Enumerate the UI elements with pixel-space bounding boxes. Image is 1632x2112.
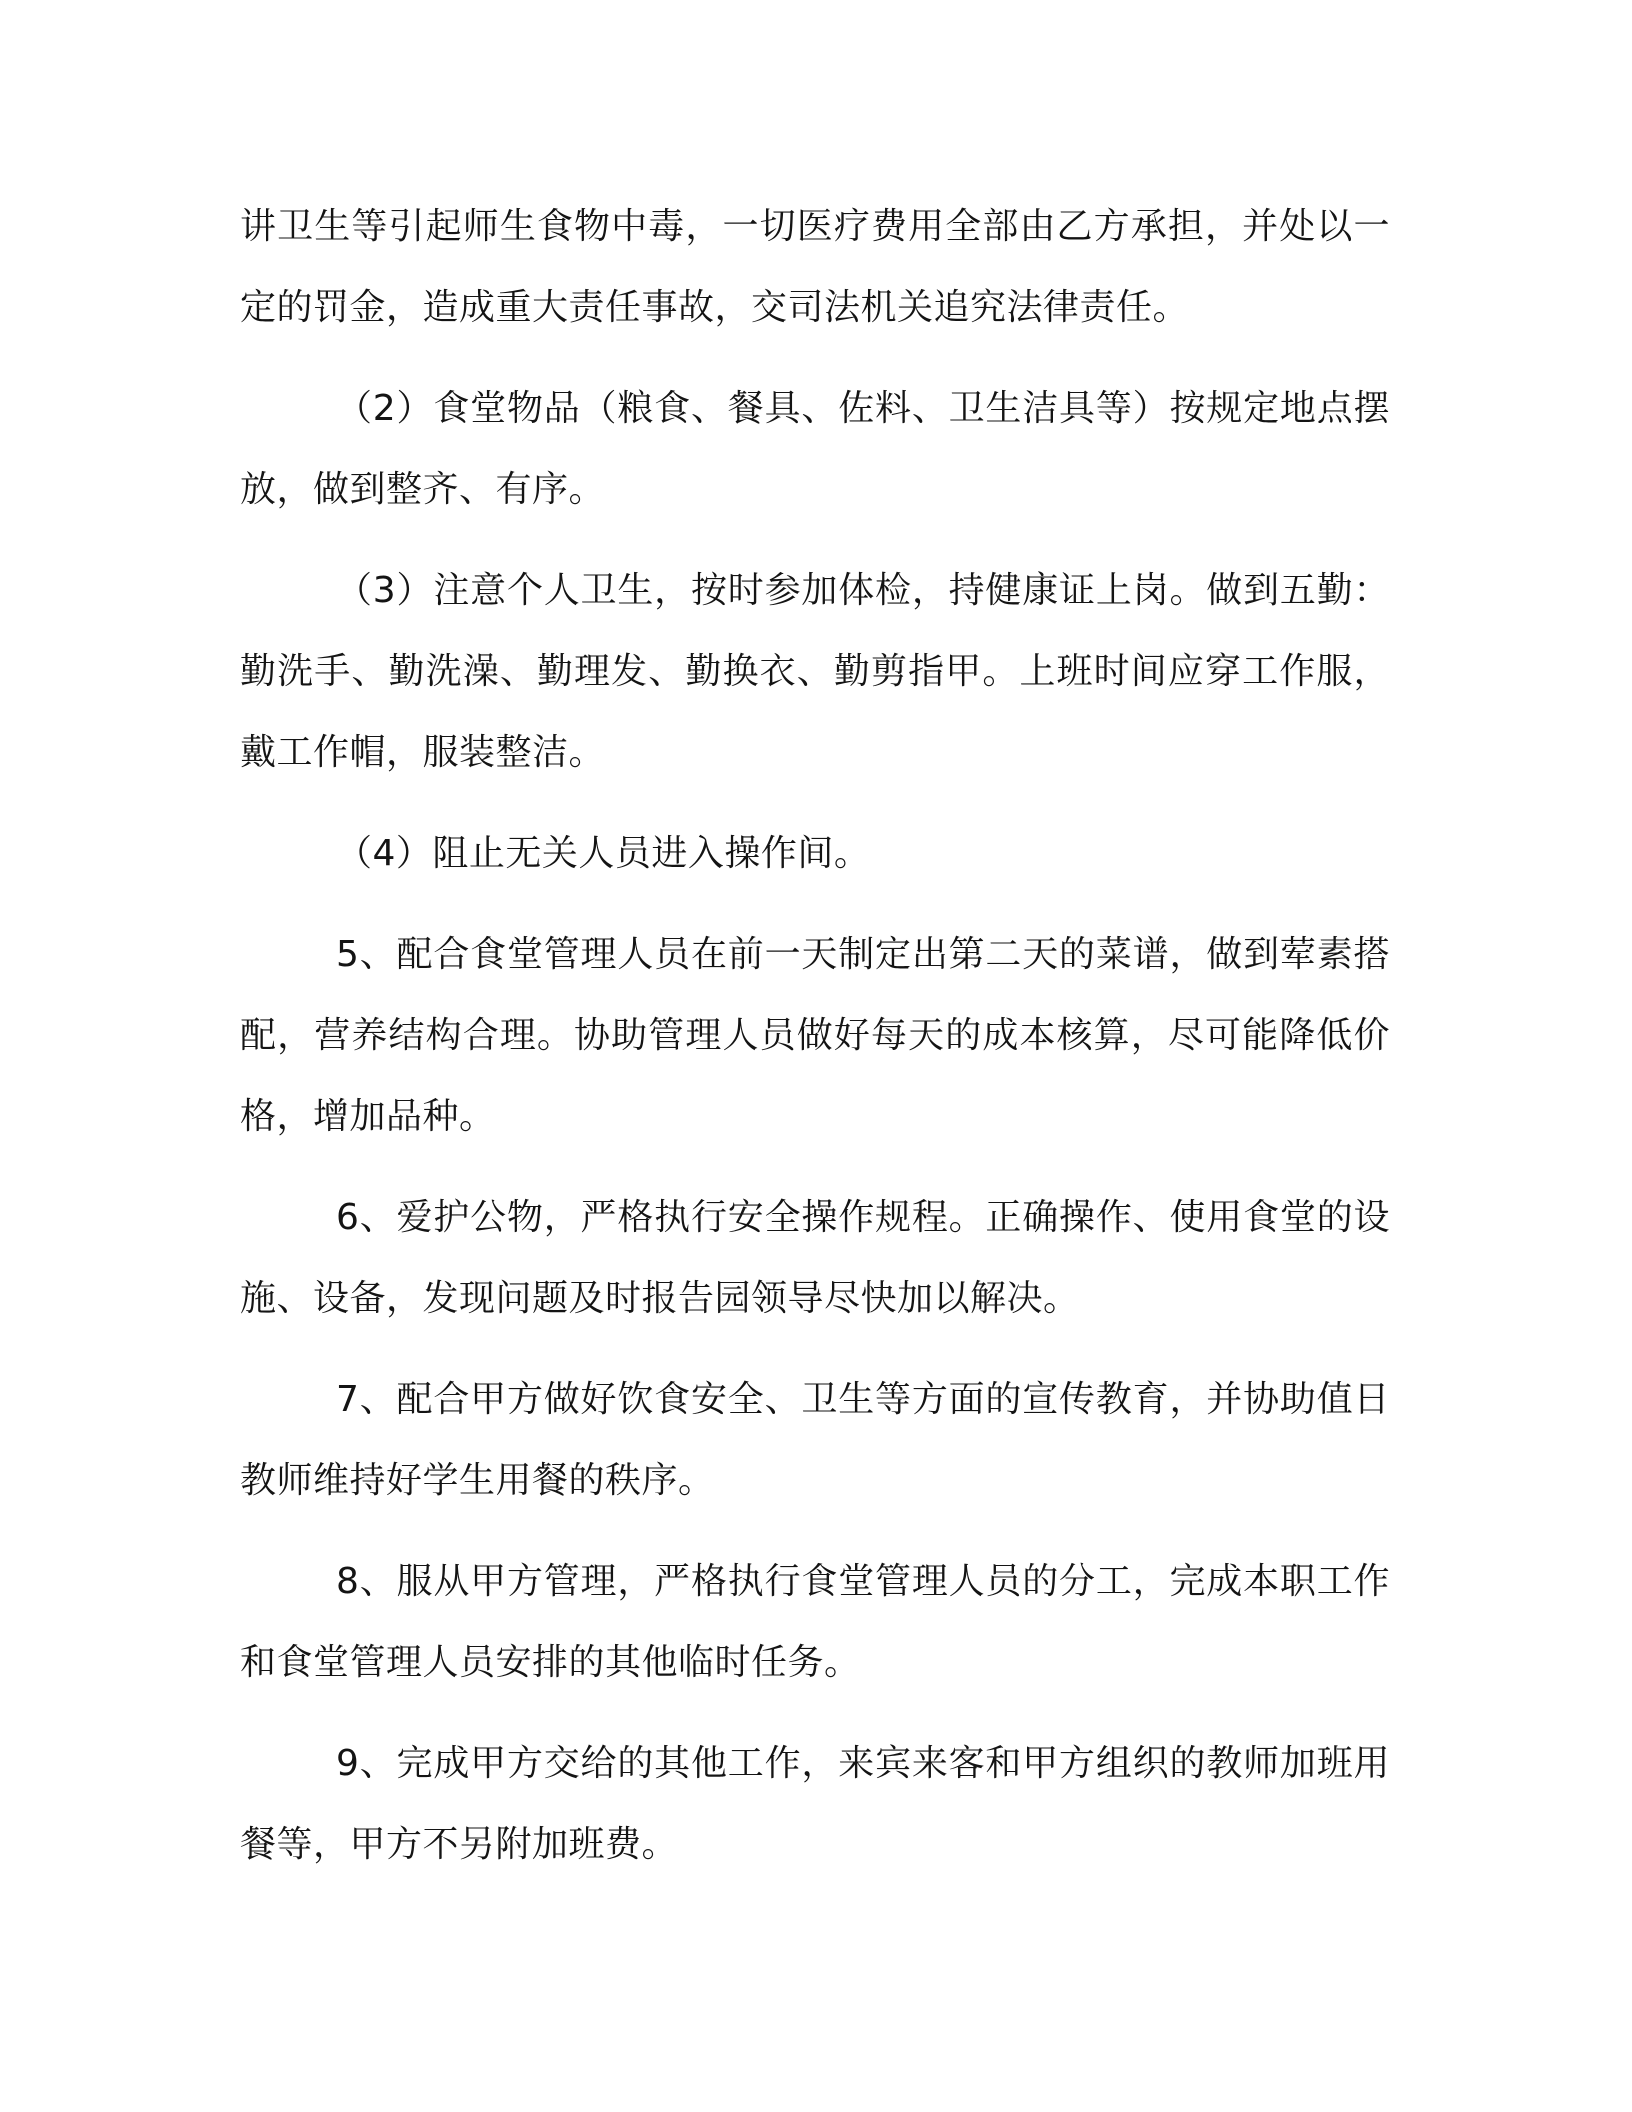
paragraph-clause-5: 5、配合食堂管理人员在前一天制定出第二天的菜谱，做到荤素搭配，营养结构合理。协助管理人员做好每天的成本核算，尽可能降低价格，增加品种。 <box>240 934 1390 1137</box>
paragraph-item-4: （4）阻止无关人员进入操作间。 <box>336 833 871 874</box>
paragraph-clause-8: 8、服从甲方管理，严格执行食堂管理人员的分工，完成本职工作和食堂管理人员安排的其他临时任务。 <box>240 1561 1390 1683</box>
paragraph-clause-7: 7、配合甲方做好饮食安全、卫生等方面的宣传教育，并协助值日教师维持好学生用餐的秩序。 <box>240 1379 1390 1501</box>
paragraph-clause-6: 6、爱护公物，严格执行安全操作规程。正确操作、使用食堂的设施、设备，发现问题及时报告园领导尽快加以解决。 <box>240 1197 1390 1319</box>
paragraph-clause-9: 9、完成甲方交给的其他工作，来宾来客和甲方组织的教师加班用餐等，甲方不另附加班费。 <box>240 1743 1390 1865</box>
paragraph-continuation: 讲卫生等引起师生食物中毒，一切医疗费用全部由乙方承担，并处以一定的罚金，造成重大责任事故，交司法机关追究法律责任。 <box>240 206 1390 328</box>
paragraph-item-2: （2）食堂物品（粮食、餐具、佐料、卫生洁具等）按规定地点摆放，做到整齐、有序。 <box>240 388 1390 510</box>
paragraph-item-3: （3）注意个人卫生，按时参加体检，持健康证上岗。做到五勤：勤洗手、勤洗澡、勤理发、勤换衣、勤剪指甲。上班时间应穿工作服，戴工作帽，服装整洁。 <box>240 570 1390 773</box>
document-page <box>240 186 1390 1905</box>
